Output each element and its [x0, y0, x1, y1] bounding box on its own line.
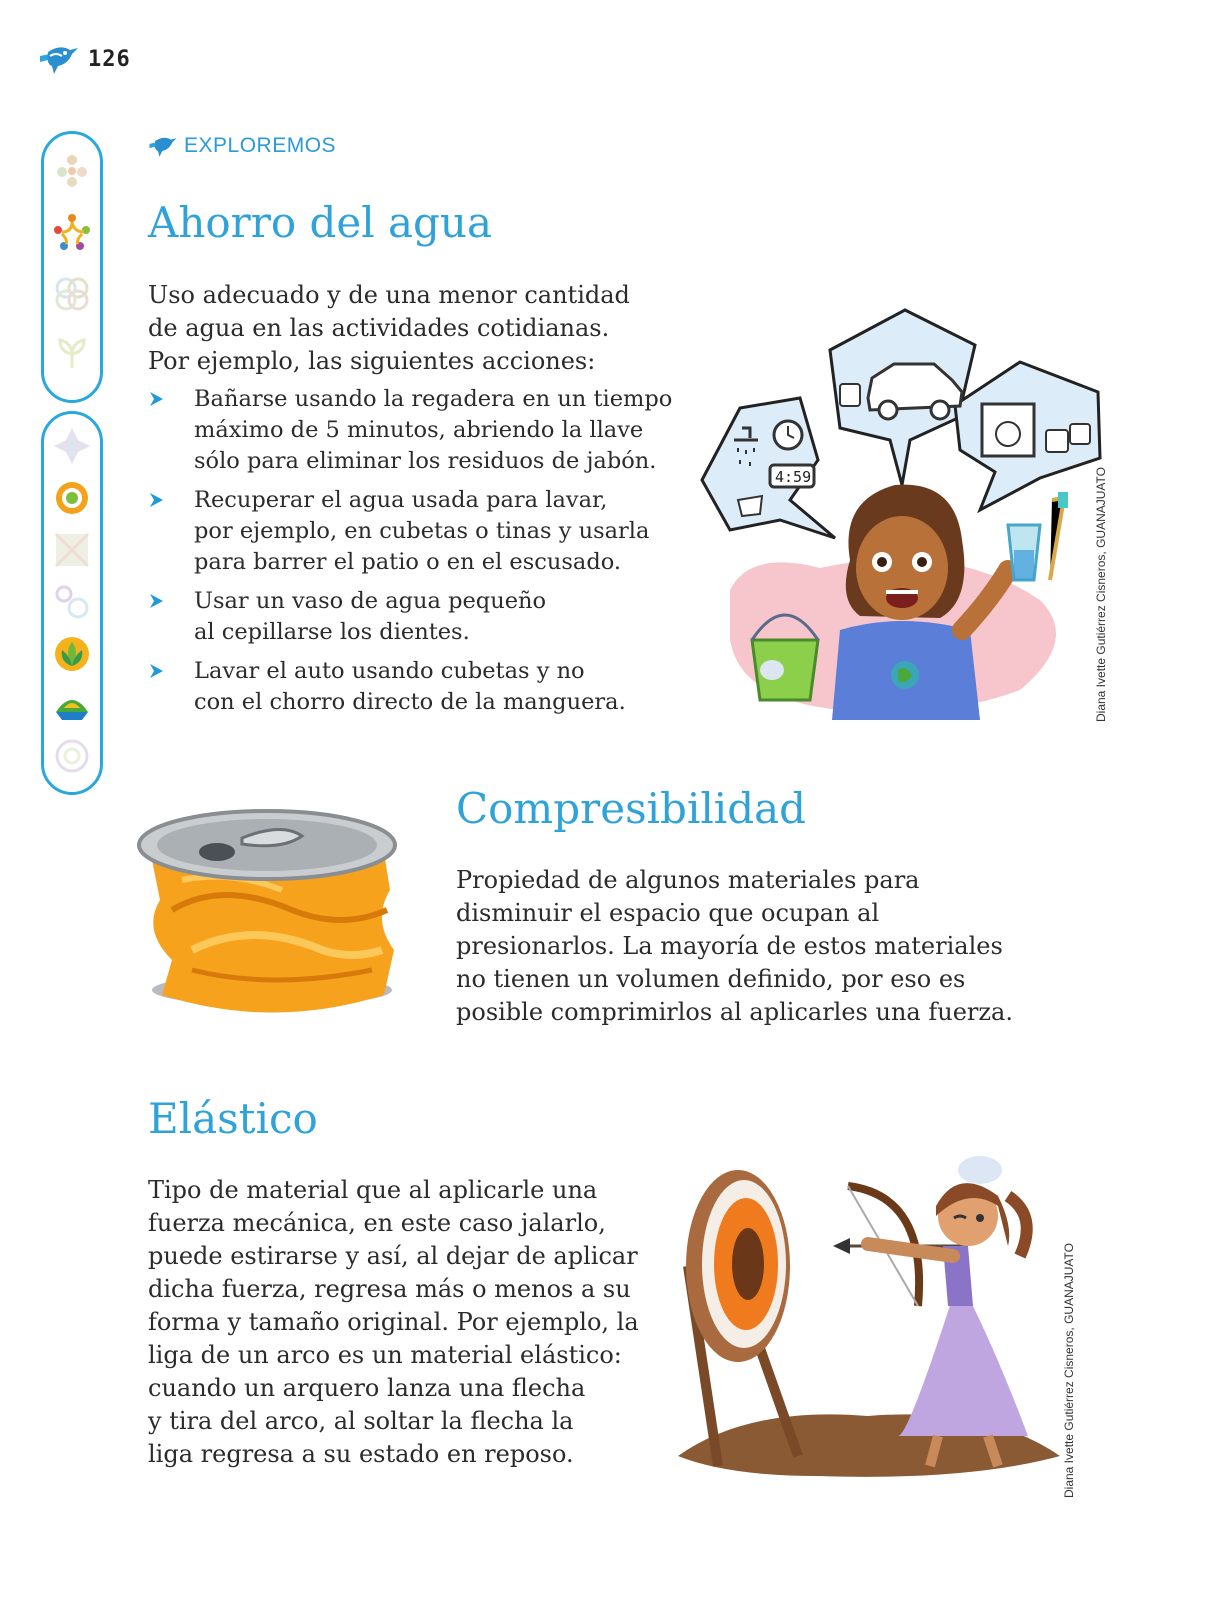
ahorro-intro [148, 279, 708, 378]
list-item-line: máximo de 5 minutos, abriendo la llave [194, 417, 644, 443]
crushed-can-illustration [132, 800, 412, 1020]
body-line: cuando un arquero lanza una flecha [148, 1374, 586, 1402]
side-rail-bottom [41, 411, 103, 795]
page-number-header [38, 42, 131, 76]
body-line: posible comprimirlos al aplicarles una fuerza. [456, 998, 1013, 1026]
list-item-line: Recuperar el agua usada para lavar, [194, 487, 608, 513]
elastico-body [148, 1174, 668, 1471]
arrow-bullet-icon [148, 593, 164, 609]
body-line: dicha fuerza, regresa más o menos a su [148, 1275, 631, 1303]
faded-diamond-icon [52, 530, 92, 570]
body-line: forma y tamaño original. Por ejemplo, la [148, 1308, 639, 1336]
body-line: disminuir el espacio que ocupan al [456, 899, 880, 927]
arrow-bullet-icon [148, 663, 164, 679]
faded-loops-icon [52, 582, 92, 622]
body-line: fuerza mecánica, en este caso jalarlo, [148, 1209, 606, 1237]
ahorro-intro-line: Por ejemplo, las siguientes acciones: [148, 347, 596, 375]
list-item-line: sólo para eliminar los residuos de jabón. [194, 448, 657, 474]
list-item-line: Lavar el auto usando cubetas y no [194, 658, 585, 684]
list-item-line: con el chorro directo de la manguera. [194, 689, 626, 715]
list-item [148, 485, 688, 578]
side-rail-top [41, 131, 103, 403]
list-item-line: por ejemplo, en cubetas o tinas y usarla [194, 518, 650, 544]
arrow-bullet-icon [148, 492, 164, 508]
list-item-line: Bañarse usando la regadera en un tiempo [194, 386, 673, 412]
archer-girl-illustration [668, 1136, 1068, 1486]
body-line: puede estirarse y así, al dejar de aplicar [148, 1242, 638, 1270]
section-label [148, 133, 336, 159]
list-item [148, 384, 688, 477]
faded-sprout-icon [52, 332, 92, 372]
body-line: Tipo de material que al aplicarle una [148, 1176, 598, 1204]
list-item [148, 586, 688, 648]
ring-icon [52, 478, 92, 518]
arrow-bullet-icon [148, 391, 164, 407]
illustration-credit: Diana Ivette Gutiérrez Cisneros, GUANAJUATO [1062, 1243, 1076, 1498]
illustration-credit: Diana Ivette Gutiérrez Cisneros, GUANAJUATO [1094, 467, 1108, 722]
ahorro-intro-line: Uso adecuado y de una menor cantidad [148, 281, 630, 309]
faded-star-icon [52, 426, 92, 466]
compresibilidad-title: Compresibilidad [456, 784, 807, 833]
section-label-text: EXPLOREMOS [184, 134, 337, 157]
body-line: Propiedad de algunos materiales para [456, 866, 920, 894]
page-number: 126 [88, 46, 131, 72]
body-line: liga de un arco es un material elástico: [148, 1341, 622, 1369]
community-icon [52, 212, 92, 252]
elastico-title: Elástico [148, 1094, 318, 1143]
compresibilidad-body [456, 864, 1056, 1029]
list-item [148, 656, 688, 718]
ahorro-title: Ahorro del agua [148, 198, 492, 247]
clock-display: 4:59 [775, 468, 812, 486]
hummingbird-small-icon [148, 133, 178, 159]
turtle-shell-icon [52, 686, 92, 726]
body-line: no tienen un volumen definido, por eso es [456, 965, 966, 993]
body-line: liga regresa a su estado en reposo. [148, 1440, 574, 1468]
list-item-line: al cepillarse los dientes. [194, 619, 470, 645]
water-saving-child-illustration [690, 300, 1110, 730]
list-item-line: para barrer el patio o en el escusado. [194, 549, 622, 575]
faded-knot-icon [52, 274, 92, 314]
faded-flower-icon [52, 150, 92, 190]
hummingbird-icon [38, 42, 80, 76]
ahorro-intro-line: de agua en las actividades cotidianas. [148, 314, 610, 342]
body-line: presionarlos. La mayoría de estos materiales [456, 932, 1003, 960]
body-line: y tira del arco, al soltar la flecha la [148, 1407, 574, 1435]
lotus-icon [52, 634, 92, 674]
list-item-line: Usar un vaso de agua pequeño [194, 588, 547, 614]
faded-circle-icon [52, 736, 92, 776]
ahorro-list [148, 384, 688, 726]
